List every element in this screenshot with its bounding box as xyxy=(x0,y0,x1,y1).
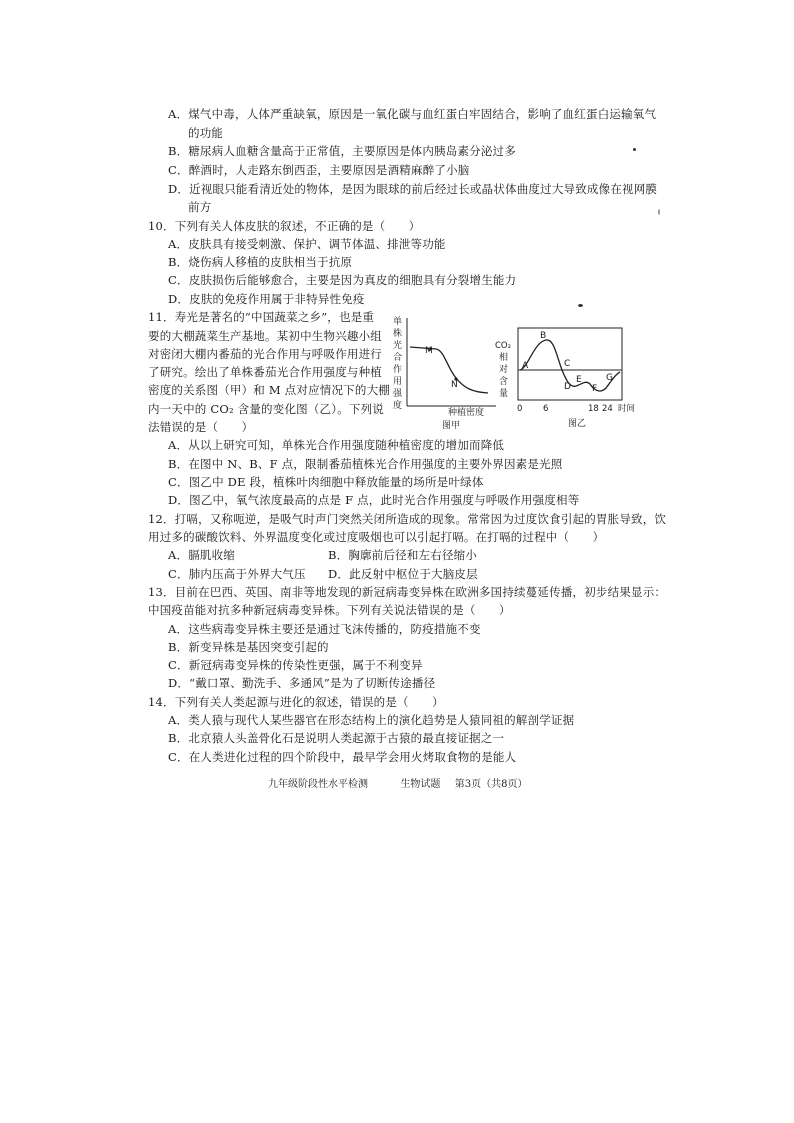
fig-yi-point-a: A xyxy=(522,361,529,371)
q12-stem-line2: 用过多的碳酸饮料、外界温度变化或过度吸烟也可以引起打嗝。在打嗝的过程中（ ） xyxy=(148,530,605,544)
fig-yi-point-g: G xyxy=(606,373,613,383)
fig-jia-xlabel: 种植密度 xyxy=(448,408,485,418)
q10-option-b: B．烧伤病人移植的皮肤相当于抗原 xyxy=(168,255,353,269)
q9-option-d-cont: 前方 xyxy=(188,200,212,214)
q11-stem-line2: 要的大棚蔬菜生产基地。某初中生物兴趣小组 xyxy=(148,329,382,343)
fig-yi-xunit: 时间 xyxy=(618,404,636,414)
scan-speck xyxy=(658,209,660,215)
footer-subject: 生物试题 xyxy=(400,779,441,790)
fig-jia-curve xyxy=(410,347,488,393)
scan-speck xyxy=(578,304,583,307)
fig-yi-ylabel-char: 对 xyxy=(499,365,509,375)
footer-exam-name: 九年级阶段性水平检测 xyxy=(268,779,368,790)
figure-jia xyxy=(384,312,502,432)
fig-jia-ylabel-char: 强 xyxy=(393,389,403,399)
q11-option-d: D．图乙中，氧气浓度最高的点是 F 点，此时光合作用强度与呼吸作用强度相等 xyxy=(168,493,580,507)
fig-yi-tick: 24 xyxy=(602,404,613,414)
fig-yi-point-f: F xyxy=(592,384,598,394)
q14-stem: 14．下列有关人类起源与进化的叙述，错误的是（ ） xyxy=(148,695,444,709)
fig-yi-ylabel xyxy=(495,341,511,399)
q9-option-d: D．近视眼只能看清近处的物体，是因为眼球的前后经过长或晶状体曲度过大导致成像在视网膜 xyxy=(168,182,658,196)
fig-yi-tick: 6 xyxy=(543,404,549,414)
q13-option-d: D．“戴口罩、勤洗手、多通风”是为了切断传途播径 xyxy=(168,676,436,690)
q13-stem-line2: 中国疫苗能对抗多种新冠病毒变异株。下列有关说法错误的是（ ） xyxy=(148,603,511,617)
q9-option-a-cont: 的功能 xyxy=(188,126,224,140)
fig-yi-point-e: E xyxy=(576,375,582,385)
q10-option-a: A．皮肤具有接受刺激、保护、调节体温、排泄等功能 xyxy=(168,237,446,251)
q13-stem-line1: 13．目前在巴西、英国、南非等地发现的新冠病毒变异株在欧洲多国持续蔓延传播，初步结果显示： xyxy=(148,585,667,599)
q9-option-a: A．煤气中毒，人体严重缺氧，原因是一氧化碳与血红蛋白牢固结合，影响了血红蛋白运输氧气 xyxy=(168,107,657,121)
q14-option-a: A．类人猿与现代人某些器官在形态结构上的演化趋势是人猿同祖的解剖学证据 xyxy=(168,713,575,727)
q12-option-c: C．肺内压高于外界大气压 xyxy=(168,567,306,581)
fig-yi-tick: 0 xyxy=(517,404,523,414)
footer-page-number: 第3页（共8页） xyxy=(454,779,528,790)
fig-yi-ylabel-char: 相 xyxy=(499,353,509,363)
q10-option-d: D．皮肤的免疫作用属于非特异性免疫 xyxy=(168,292,365,306)
q11-option-c: C．图乙中 DE 段，植株叶肉细胞中释放能量的场所是叶绿体 xyxy=(168,475,484,489)
q13-option-a: A．这些病毒变异株主要还是通过飞沫传播的，防疫措施不变 xyxy=(168,622,481,636)
q9-option-c: C．醉酒时，人走路东倒西歪，主要原因是酒精麻醉了小脑 xyxy=(168,163,470,177)
fig-jia-label-m: M xyxy=(425,346,433,356)
fig-jia-ylabel-char: 合 xyxy=(393,353,403,363)
fig-yi-tick: 18 xyxy=(588,404,599,414)
q11-option-a: A．从以上研究可知，单株光合作用强度随种植密度的增加而降低 xyxy=(168,438,505,452)
fig-jia-ylabel-char: 用 xyxy=(393,377,403,387)
q14-option-b: B．北京猿人头盖骨化石是说明人类起源于古猿的最直接证据之一 xyxy=(168,731,505,745)
fig-yi-point-b: B xyxy=(540,331,547,341)
q12-option-b: B．胸廓前后径和左右径缩小 xyxy=(328,548,478,562)
q12-option-a: A．膈肌收缩 xyxy=(168,548,236,562)
fig-yi-point-d: D xyxy=(564,382,571,392)
q12-option-d: D．此反射中枢位于大脑皮层 xyxy=(328,567,478,581)
page-footer xyxy=(268,775,527,790)
q11-stem-line6: 内一天中的 CO₂ 含量的变化图（乙）。下列说 xyxy=(148,402,384,416)
fig-jia-ylabel-char: 光 xyxy=(393,341,403,351)
q11-stem-line3: 对密闭大棚内番茄的光合作用与呼吸作用进行 xyxy=(148,347,382,361)
q11-option-b: B．在图中 N、B、F 点，限制番茄植株光合作用强度的主要外界因素是光照 xyxy=(168,457,563,471)
fig-yi-point-c: C xyxy=(564,359,571,369)
q11-stem-line5: 密度的关系图（甲）和 M 点对应情况下的大棚 xyxy=(148,383,390,397)
q9-option-b: B．糖尿病人血糖含量高于正常值，主要原因是体内胰岛素分泌过多 xyxy=(168,144,516,158)
q13-option-c: C．新冠病毒变异株的传染性更强，属于不利变异 xyxy=(168,658,423,672)
fig-jia-caption: 图甲 xyxy=(442,421,461,431)
q11-stem-line1: 11．寿光是著名的“中国蔬菜之乡”，也是重 xyxy=(148,310,375,324)
fig-yi-ylabel-char: 含 xyxy=(499,377,509,387)
q12-stem-line1: 12．打嗝，又称呃逆，是吸气时声门突然关闭所造成的现象。常常因为过度饮食引起的胃胀导致，饮 xyxy=(148,512,667,526)
fig-yi-caption: 图乙 xyxy=(568,419,587,429)
fig-jia-ylabel xyxy=(393,315,403,411)
figure-yi xyxy=(494,318,642,430)
fig-jia-ylabel-char: 株 xyxy=(393,329,403,339)
q10-option-c: C．皮肤损伤后能够愈合，主要是因为真皮的细胞具有分裂增生能力 xyxy=(168,273,517,287)
q11-stem-line7: 法错误的是（ ） xyxy=(148,420,254,434)
fig-jia-ylabel-char: 度 xyxy=(393,401,403,411)
fig-jia-ylabel-char: 作 xyxy=(393,365,403,375)
fig-jia-ylabel-char: 单 xyxy=(393,317,403,327)
q13-option-b: B．新变异株是基因突变引起的 xyxy=(168,640,329,654)
q14-option-c: C．在人类进化过程的四个阶段中，最早学会用火烤取食物的是能人 xyxy=(168,750,517,764)
q11-stem-line4: 了研究。绘出了单株番茄光合作用强度与种植 xyxy=(148,365,382,379)
fig-jia-label-n: N xyxy=(451,380,458,390)
fig-yi-ylabel-char: 量 xyxy=(499,389,509,399)
scan-speck xyxy=(633,148,636,151)
q10-stem: 10．下列有关人体皮肤的叙述，不正确的是（ ） xyxy=(148,219,421,233)
fig-yi-ylabel-char: CO₂ xyxy=(495,341,512,351)
